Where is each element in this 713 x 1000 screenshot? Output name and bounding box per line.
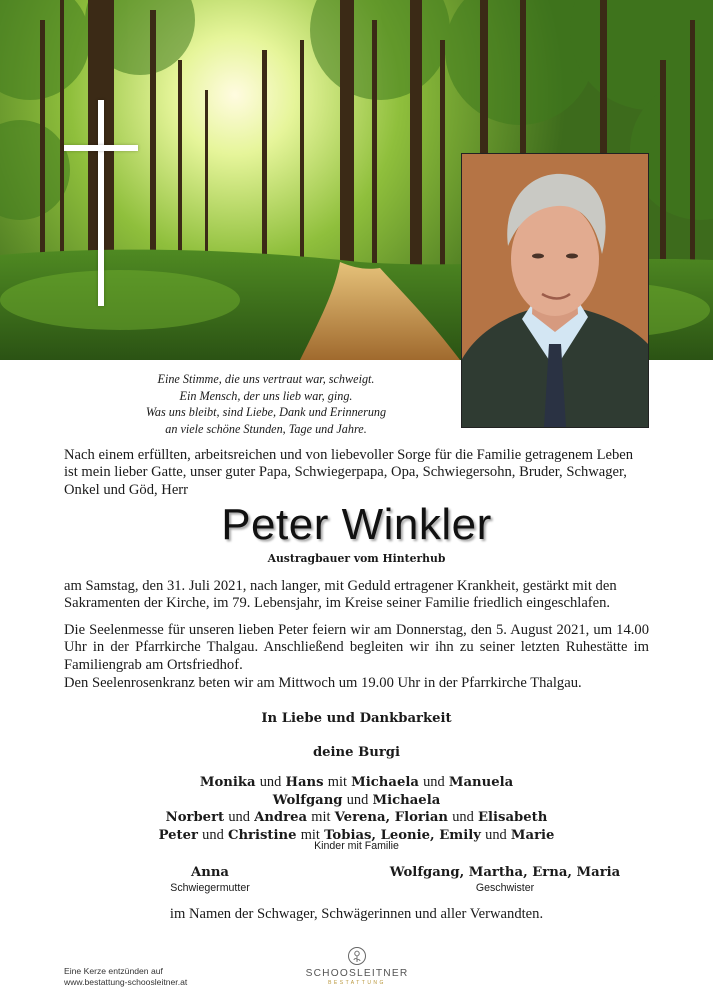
poem-line: Ein Mensch, der uns lieb war, ging. bbox=[179, 388, 353, 403]
family-name: Norbert bbox=[165, 810, 225, 826]
cross-icon bbox=[98, 100, 104, 306]
family-joiner: mit bbox=[300, 826, 320, 843]
rose-icon bbox=[347, 946, 367, 966]
family-joiner: mit bbox=[311, 809, 331, 826]
poem bbox=[96, 371, 436, 437]
mass-paragraph: Die Seelenmesse für unseren lieben Peter feiern wir am Donnerstag, den 5. August 2021, um 14.00 Uhr in der Pfarrkirche Thalgau. Anschließend begleiten wir ihn zu seiner letzten Ruhestätte im Familiengrab am Ortsfriedhof. bbox=[64, 622, 649, 673]
family-name: Michaela bbox=[372, 792, 441, 808]
family-line bbox=[0, 792, 713, 810]
relative-role: Schwiegermutter bbox=[170, 882, 250, 894]
footer-url: www.bestattung-schoosleitner.at bbox=[64, 977, 188, 987]
family-joiner: und bbox=[423, 774, 445, 790]
family-note: Kinder mit Familie bbox=[314, 840, 399, 852]
family-name: Peter bbox=[158, 827, 198, 843]
relative-name: Anna bbox=[191, 865, 229, 880]
family-name: Verena, Florian bbox=[334, 810, 448, 826]
passing-paragraph: am Samstag, den 31. Juli 2021, nach langer, mit Geduld ertragener Krankheit, gestärkt mit den Sakramenten der Kirche, im 79. Lebensjahr, im Kreise seiner Familie friedlich eingeschlafen. bbox=[64, 578, 617, 612]
poem-line: Was uns bleibt, sind Liebe, Dank und Erinnerung bbox=[145, 405, 387, 419]
portrait-photo bbox=[461, 153, 649, 428]
footer-line: Eine Kerze entzünden auf bbox=[64, 966, 163, 976]
relative-name: Wolfgang, Martha, Erna, Maria bbox=[389, 865, 621, 880]
family-name: Andrea bbox=[254, 810, 308, 826]
cross-icon-bar bbox=[64, 145, 138, 151]
deceased-title: Austragbauer vom Hinterhub bbox=[267, 552, 446, 565]
rosary-paragraph: Den Seelenrosenkranz beten wir am Mittwoch um 19.00 Uhr in der Pfarrkirche Thalgau. bbox=[64, 675, 582, 691]
family-joiner: und bbox=[485, 826, 507, 843]
family-joiner: und bbox=[452, 809, 474, 826]
relative-role: Geschwister bbox=[475, 882, 535, 894]
family-name: Michaela bbox=[351, 775, 419, 790]
family-joiner: und bbox=[259, 774, 282, 790]
family-name: Christine bbox=[227, 827, 297, 843]
family-line bbox=[0, 774, 713, 792]
footer-candle-note bbox=[64, 966, 187, 988]
family-joiner: und bbox=[228, 809, 250, 826]
deceased-name: Peter Winkler bbox=[221, 500, 492, 549]
logo-sub: BESTATTUNG bbox=[328, 980, 386, 986]
family-name: Elisabeth bbox=[477, 810, 548, 826]
portrait-illustration bbox=[462, 154, 648, 427]
family-name: Tobias, Leonie, Emily bbox=[324, 827, 481, 843]
family-joiner: und bbox=[346, 791, 369, 808]
funeral-home-logo bbox=[296, 946, 418, 987]
logo-brand: SCHOOSLEITNER bbox=[305, 968, 409, 979]
family-list bbox=[0, 774, 713, 844]
family-name: Hans bbox=[285, 775, 324, 790]
family-name: Wolfgang bbox=[272, 792, 343, 808]
family-name: Monika bbox=[199, 775, 256, 790]
closing-line: im Namen der Schwager, Schwägerinnen und aller Verwandten. bbox=[169, 906, 544, 922]
relative-left bbox=[130, 864, 290, 895]
poem-line: an viele schöne Stunden, Tage und Jahre. bbox=[165, 421, 367, 436]
family-line bbox=[0, 809, 713, 827]
family-name: Marie bbox=[510, 827, 555, 843]
love-line: In Liebe und Dankbarkeit bbox=[261, 711, 452, 726]
family-joiner: und bbox=[202, 826, 224, 843]
intro-paragraph: Nach einem erfüllten, arbeitsreichen und von liebevoller Sorge für die Familie getragenem Leben ist mein lieber Gatte, unser guter Papa, Schwiegerpapa, Opa, Schwiegersohn, Bruder, Schwager, Onkel und Göd, Herr bbox=[64, 447, 634, 498]
family-name: Manuela bbox=[448, 775, 514, 790]
widow-line: deine Burgi bbox=[312, 745, 401, 760]
relative-right bbox=[380, 864, 630, 895]
family-joiner: mit bbox=[327, 774, 347, 790]
poem-line: Eine Stimme, die uns vertraut war, schweigt. bbox=[157, 372, 375, 386]
